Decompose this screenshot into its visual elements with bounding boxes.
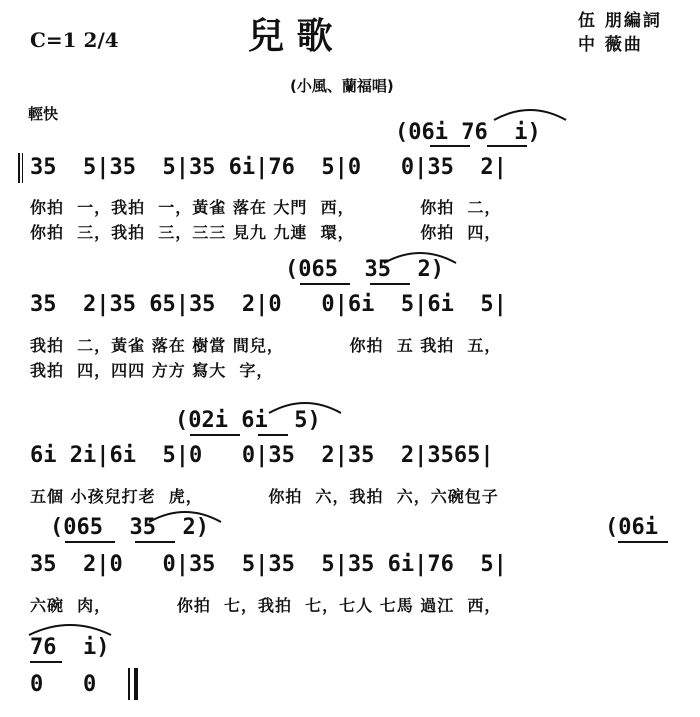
- beam-line: [618, 541, 668, 543]
- repeat-barline: [18, 153, 20, 183]
- beam-line: [190, 434, 240, 436]
- lyrics-row-3: 五個 小孩兒打老 虎， 你拍 六，我拍 六，六碗包子: [30, 487, 499, 506]
- composer-credit: 中 薇曲: [578, 35, 643, 55]
- beam-line: [300, 283, 350, 285]
- lyrics-row-1-verse-2: 你拍 三，我拍 三，三三 見九 九連 環， 你拍 四，: [30, 223, 502, 242]
- notes-row-1: 35 5|35 5|35 6i|76 5|0 0|35 2|: [30, 155, 507, 180]
- final-barline: [128, 668, 130, 700]
- intro-phrase-6: 76 i): [30, 635, 110, 660]
- lyricist-credit: 伍 朋編詞: [578, 11, 662, 31]
- beam-line: [430, 145, 470, 147]
- lyrics-row-2-verse-2: 我拍 四，四四 方方 寫大 字，: [30, 361, 274, 380]
- notes-row-4: 35 2|0 0|35 5|35 5|35 6i|76 5|: [30, 552, 507, 577]
- notes-row-2: 35 2|35 65|35 2|0 0|6i 5|6i 5|: [30, 292, 507, 317]
- slur-mark: [145, 502, 225, 526]
- beam-line: [30, 661, 62, 663]
- intro-phrase-1: (06i 76 i): [395, 120, 541, 145]
- final-barline: [134, 668, 138, 700]
- song-title: 兒 歌: [248, 15, 333, 57]
- beam-line: [65, 541, 115, 543]
- notes-row-3: 6i 2i|6i 5|0 0|35 2|35 2|3565|: [30, 443, 494, 468]
- beam-line: [487, 145, 527, 147]
- intro-phrase-3: (02i 6i 5): [175, 408, 321, 433]
- intro-phrase-5: (06i: [605, 515, 658, 540]
- beam-line: [370, 283, 410, 285]
- key-signature: C=1 2/4: [30, 28, 119, 52]
- singer-note: (小風、蘭福唱): [290, 77, 394, 95]
- lyrics-row-2-verse-1: 我拍 二，黃雀 落在 樹當 間兒， 你拍 五 我拍 五，: [30, 336, 502, 355]
- lyrics-row-1-verse-1: 你拍 一，我拍 一，黃雀 落在 大門 西， 你拍 二，: [30, 198, 502, 217]
- repeat-barline: [22, 153, 23, 183]
- intro-phrase-2: (065 35 2): [285, 257, 444, 282]
- beam-line: [135, 541, 175, 543]
- beam-line: [258, 434, 288, 436]
- lyrics-row-4: 六碗 肉， 你拍 七，我拍 七，七人 七馬 過江 西，: [30, 596, 502, 615]
- intro-phrase-4: (065 35 2): [50, 515, 209, 540]
- notes-row-5: 0 0: [30, 672, 97, 697]
- tempo-marking: 輕快: [28, 105, 59, 123]
- slur-mark: [490, 100, 570, 124]
- slur-mark: [380, 243, 460, 267]
- slur-mark: [265, 393, 345, 417]
